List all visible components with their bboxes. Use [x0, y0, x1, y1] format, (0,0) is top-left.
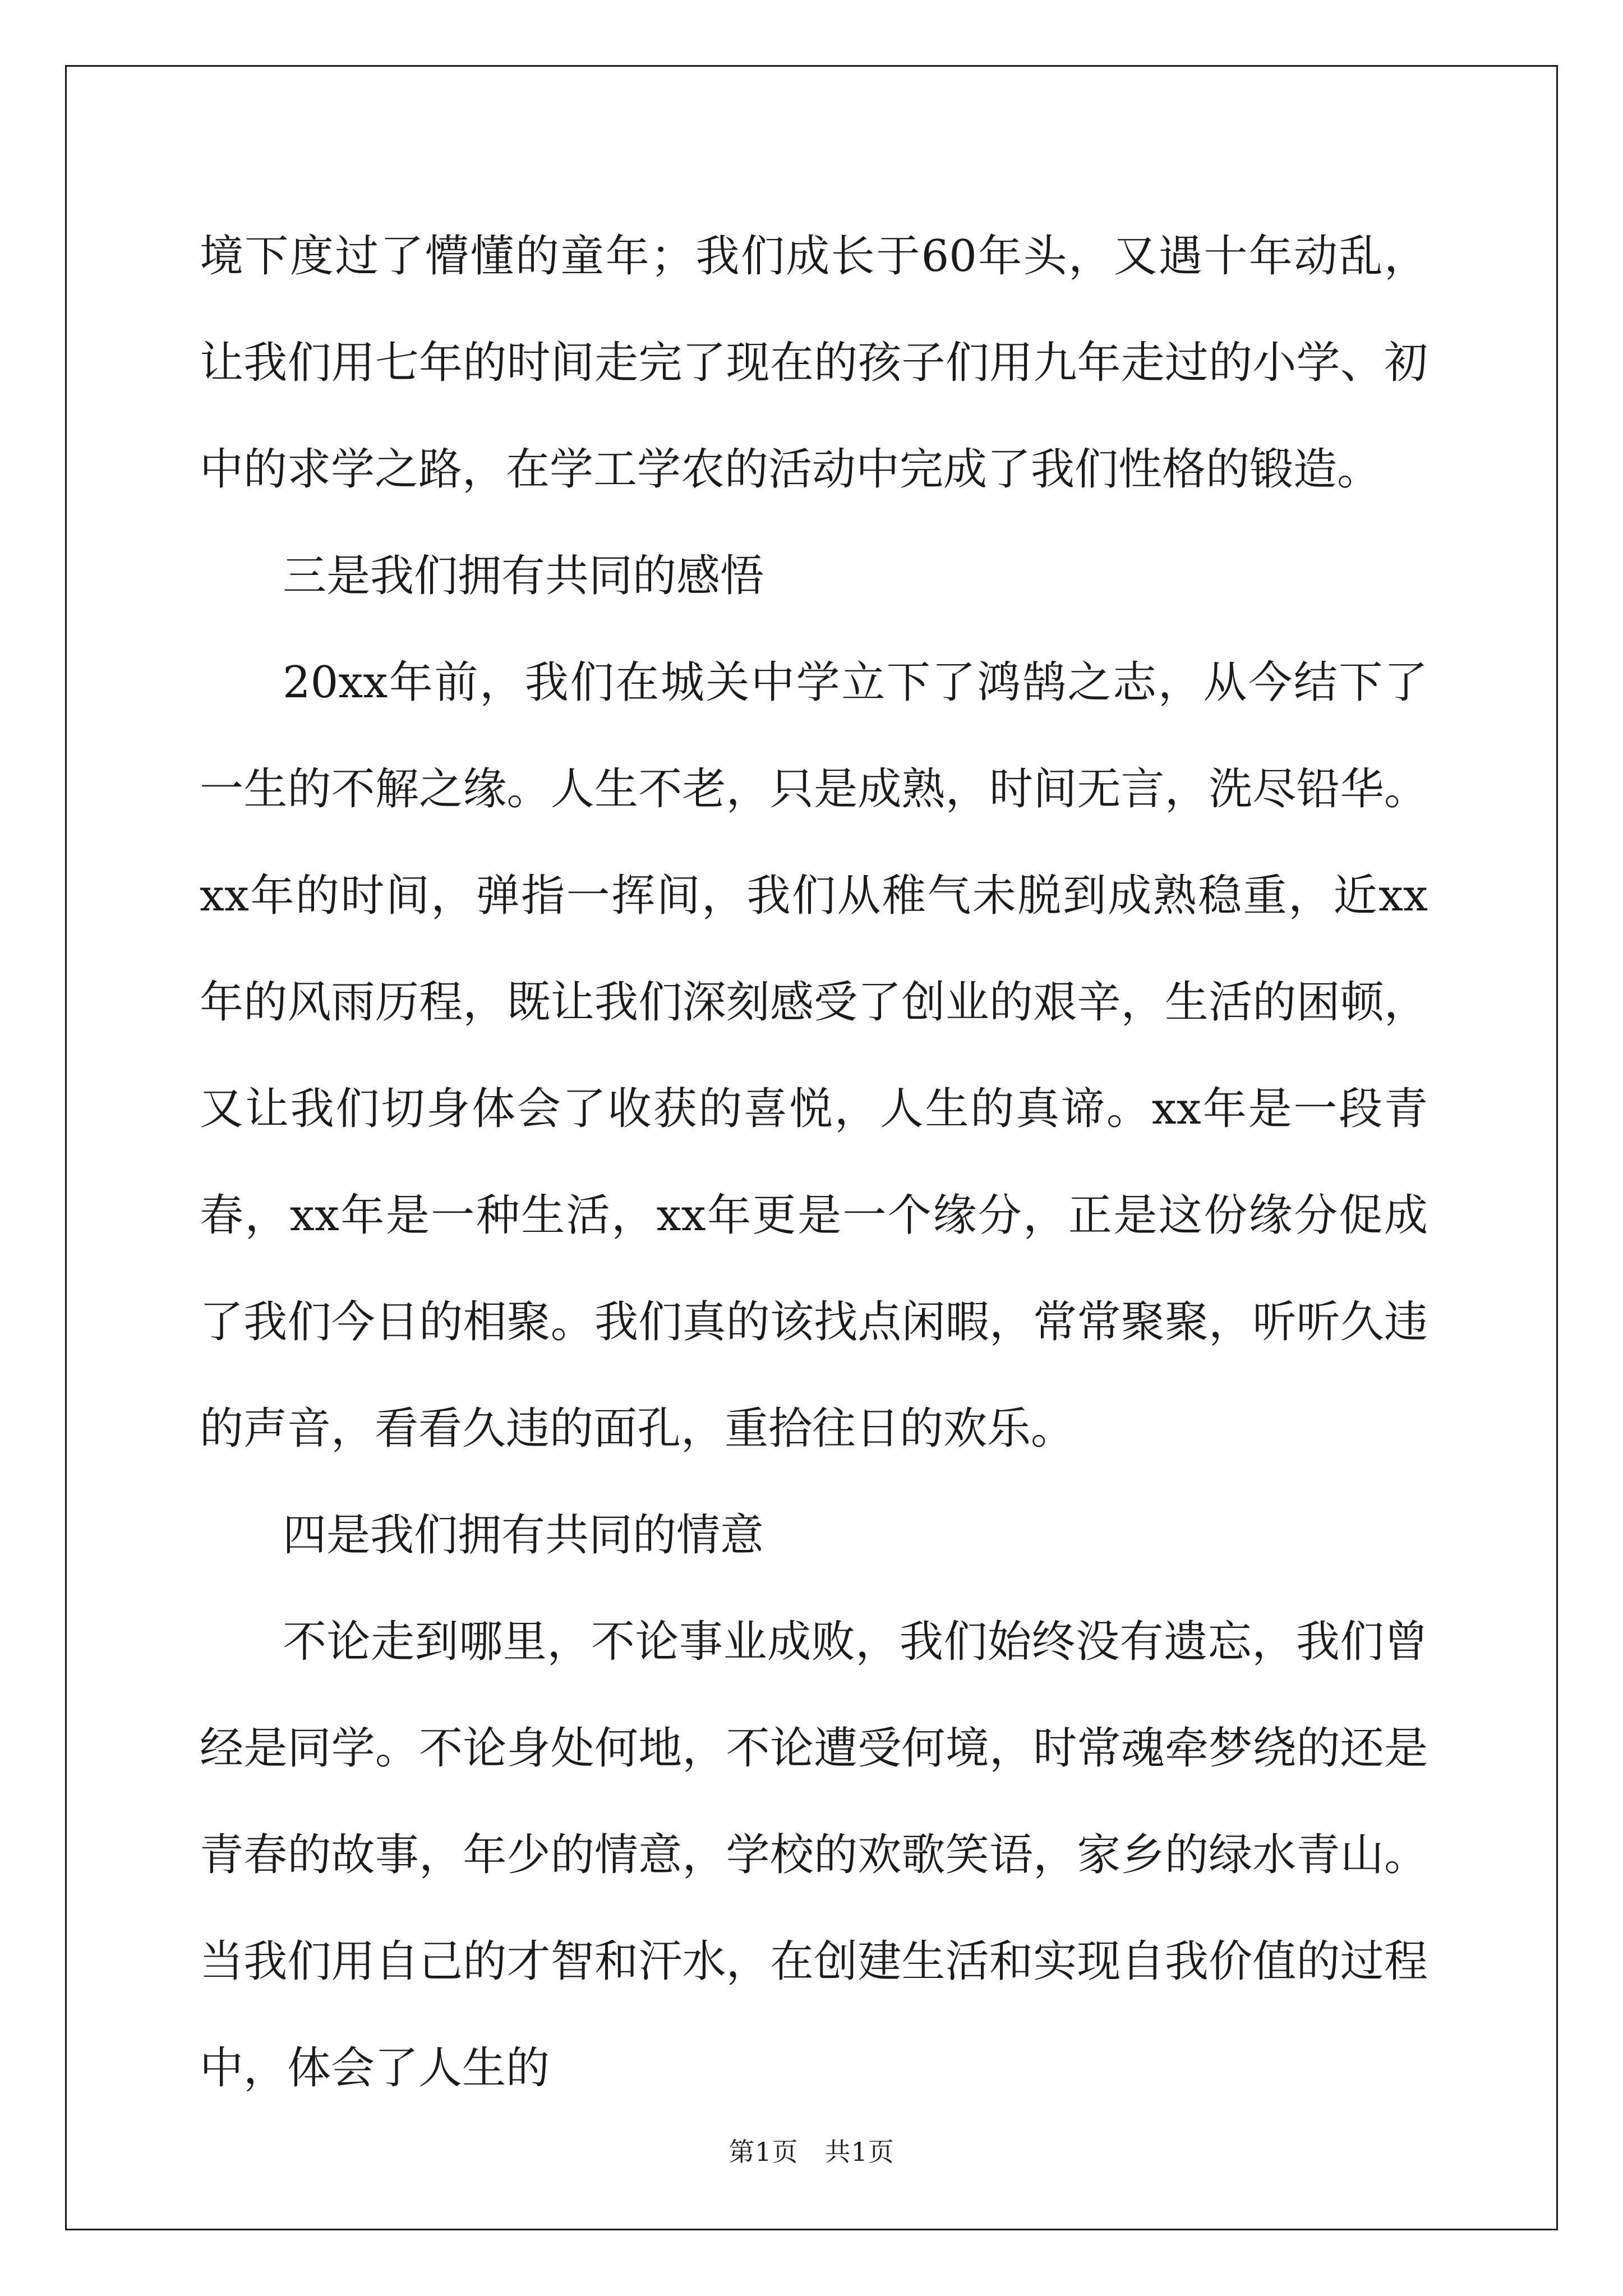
paragraph-continuation: 境下度过了懵懂的童年；我们成长于60年头，又遇十年动乱，让我们用七年的时间走完了现在的孩子们用九年走过的小学、初中的求学之路，在学工学农的活动中完成了我们性格的锻造。: [200, 231, 1428, 495]
section-heading-3: 三是我们拥有共同的感悟: [283, 551, 764, 601]
document-body: [200, 203, 1428, 2122]
page-number: 第1页 共1页: [728, 2137, 895, 2167]
paragraph-shared-affection: 不论走到哪里，不论事业成败，我们始终没有遗忘，我们曾经是同学。不论身处何地，不论遭受何境，时常魂牵梦绕的还是青春的故事，年少的情意，学校的欢歌笑语，家乡的绿水青山。当我们用自己的才智和汗水，在创建生活和实现自我价值的过程中，体会了人生的: [200, 1617, 1428, 2093]
section-heading-4: 四是我们拥有共同的情意: [283, 1510, 764, 1561]
paragraph-shared-feelings: 20xx年前，我们在城关中学立下了鸿鹄之志，从今结下了一生的不解之缘。人生不老，只是成熟，时间无言，洗尽铅华。xx年的时间，弹指一挥间，我们从稚气未脱到成熟稳重，近xx年的风雨历程，既让我们深刻感受了创业的艰辛，生活的困顿，又让我们切身体会了收获的喜悦，人生的真谛。xx年是一段青春，xx年是一种生活，xx年更是一个缘分，正是这份缘分促成了我们今日的相聚。我们真的该找点闲暇，常常聚聚，听听久违的声音，看看久违的面孔，重拾往日的欢乐。: [200, 657, 1428, 1454]
